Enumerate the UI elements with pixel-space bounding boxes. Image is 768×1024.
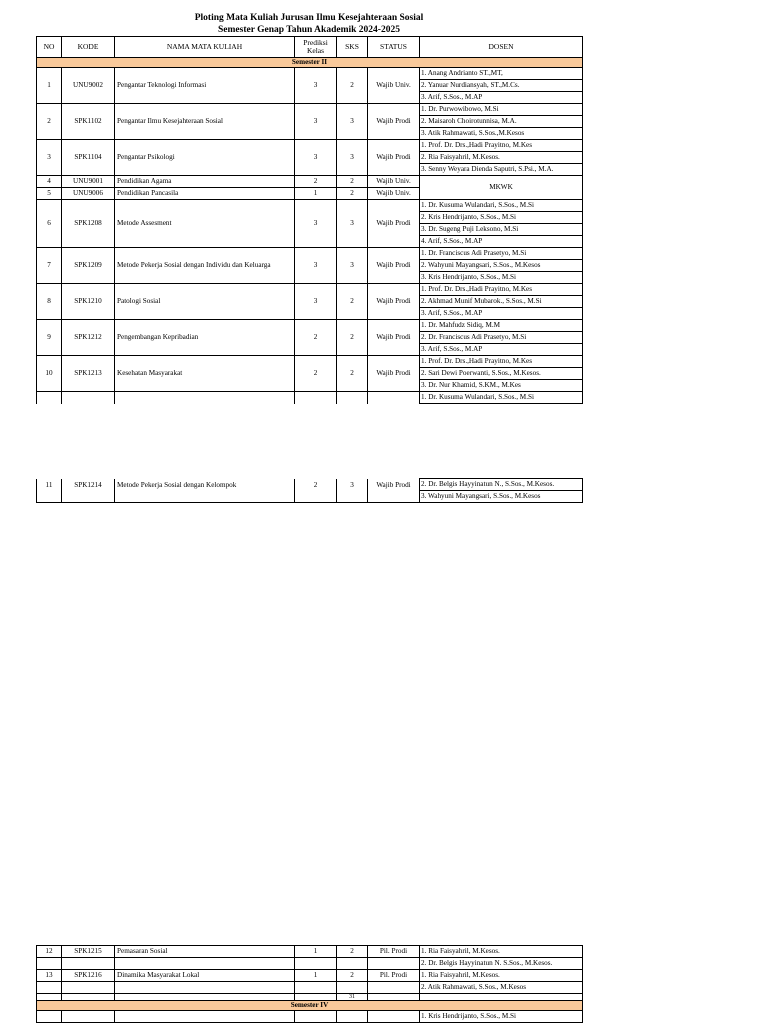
header-dosen: DOSEN — [420, 37, 583, 58]
course-sks: 2 — [337, 176, 368, 188]
header-row — [37, 37, 583, 58]
table-row — [37, 200, 583, 212]
table-row — [37, 140, 583, 152]
header-prediksi: Prediksi Kelas — [295, 37, 337, 58]
course-kode: SPK1212 — [62, 320, 115, 356]
course-prediksi: 1 — [295, 970, 337, 982]
table-row — [37, 946, 583, 958]
course-nama: Pendidikan Pancasila — [115, 188, 295, 200]
course-sks: 2 — [337, 320, 368, 356]
course-no: 7 — [37, 248, 62, 284]
course-status: Wajib Univ. — [368, 176, 420, 188]
course-sks: 2 — [337, 970, 368, 982]
course-status: Pil. Prodi — [368, 946, 420, 958]
course-nama: Kesehatan Masyarakat — [115, 356, 295, 392]
course-prediksi: 3 — [295, 248, 337, 284]
course-nama: Metode Pekerja Sosial dengan Kelompok — [115, 479, 295, 503]
course-prediksi: 3 — [295, 104, 337, 140]
total-row — [37, 994, 583, 1001]
course-nama: Pengantar Psikologi — [115, 140, 295, 176]
course-dosen: 1. Dr. Kusuma Wulandari, S.Sos., M.Si — [420, 200, 583, 212]
course-nama: Dinamika Masyarakat Lokal — [115, 970, 295, 982]
table-row — [37, 479, 583, 491]
course-kode: SPK1210 — [62, 284, 115, 320]
course-dosen: 1. Dr. Purwowibowo, M.Si — [420, 104, 583, 116]
course-table-block-1 — [36, 36, 583, 404]
course-kode: UNU9002 — [62, 68, 115, 104]
course-kode: UNU9006 — [62, 188, 115, 200]
course-status: Wajib Prodi — [368, 320, 420, 356]
table-row — [37, 320, 583, 332]
course-prediksi: 2 — [295, 320, 337, 356]
course-prediksi: 2 — [295, 479, 337, 503]
course-sks: 2 — [337, 68, 368, 104]
course-nama: Patologi Sosial — [115, 284, 295, 320]
course-no: 5 — [37, 188, 62, 200]
course-sks: 2 — [337, 284, 368, 320]
course-prediksi: 1 — [295, 946, 337, 958]
course-prediksi: 3 — [295, 140, 337, 176]
course-status: Wajib Univ. — [368, 68, 420, 104]
course-status: Wajib Prodi — [368, 284, 420, 320]
course-dosen: 1. Ria Faisyahril, M.Kesos. — [420, 970, 583, 982]
course-kode: SPK1216 — [62, 970, 115, 982]
course-nama: Metode Assesment — [115, 200, 295, 248]
course-no: 11 — [37, 479, 62, 503]
course-dosen: 3. Wahyuni Mayangsari, S.Sos., M.Kesos — [420, 491, 583, 503]
semester-ii-row — [37, 58, 583, 68]
course-dosen: 1. Prof. Dr. Drs.,Hadi Prayitno, M.Kes — [420, 284, 583, 296]
course-dosen: 2. Dr. Franciscus Adi Prasetyo, M.Si — [420, 332, 583, 344]
course-dosen: 3. Dr. Sugeng Puji Leksono, M.Si — [420, 224, 583, 236]
course-sks: 3 — [337, 248, 368, 284]
table-row — [37, 104, 583, 116]
course-status: Wajib Prodi — [368, 356, 420, 392]
course-status: Wajib Prodi — [368, 248, 420, 284]
course-dosen: 2. Wahyuni Mayangsari, S.Sos., M.Kesos — [420, 260, 583, 272]
course-status: Wajib Prodi — [368, 140, 420, 176]
course-no: 6 — [37, 200, 62, 248]
course-status: Wajib Prodi — [368, 104, 420, 140]
course-dosen: 3. Arif, S.Sos., M.AP — [420, 92, 583, 104]
table-row — [37, 392, 583, 404]
course-nama: Pendidikan Agama — [115, 176, 295, 188]
course-nama: Pemasaran Sosial — [115, 946, 295, 958]
course-kode: SPK1213 — [62, 356, 115, 392]
course-no: 13 — [37, 970, 62, 982]
course-dosen: 1. Anang Andrianto ST.,MT, — [420, 68, 583, 80]
table-row — [37, 248, 583, 260]
course-dosen: 1. Kris Hendrijanto, S.Sos., M.Si — [420, 1011, 583, 1023]
mkwk-cell: MKWK — [420, 176, 583, 200]
course-no: 8 — [37, 284, 62, 320]
course-table-block-3 — [36, 945, 583, 1023]
semester-iv-row — [37, 1001, 583, 1011]
course-dosen: 3. Kris Hendrijanto, S.Sos., M.Si — [420, 272, 583, 284]
course-dosen: 1. Dr. Mahfudz Sidiq, M.M — [420, 320, 583, 332]
course-kode: SPK1215 — [62, 946, 115, 958]
table-row — [37, 284, 583, 296]
course-kode: SPK1104 — [62, 140, 115, 176]
course-prediksi: 2 — [295, 356, 337, 392]
course-dosen: 2. Maisaroh Choirotunnisa, M.A. — [420, 116, 583, 128]
course-dosen: 2. Akhmad Munif Mubarok., S.Sos., M.Si — [420, 296, 583, 308]
table-row — [37, 1011, 583, 1023]
course-no: 1 — [37, 68, 62, 104]
course-table-block-2 — [36, 478, 583, 503]
course-no: 12 — [37, 946, 62, 958]
course-dosen: 2. Sari Dewi Poerwanti, S.Sos., M.Kesos. — [420, 368, 583, 380]
total-sks: 31 — [337, 994, 368, 1001]
course-no: 3 — [37, 140, 62, 176]
course-dosen: 1. Dr. Franciscus Adi Prasetyo, M.Si — [420, 248, 583, 260]
course-status: Pil. Prodi — [368, 970, 420, 982]
course-kode: SPK1209 — [62, 248, 115, 284]
course-no: 4 — [37, 176, 62, 188]
course-prediksi: 3 — [295, 200, 337, 248]
course-dosen: 3. Dr. Nur Khamid, S.KM., M.Kes — [420, 380, 583, 392]
course-dosen: 2. Dr. Belgis Hayyinatun N. S.Sos., M.Kesos. — [420, 958, 583, 970]
document-subtitle: Semester Genap Tahun Akademik 2024-2025 — [218, 25, 400, 35]
course-sks: 3 — [337, 200, 368, 248]
course-dosen: 2. Kris Hendrijanto, S.Sos., M.Si — [420, 212, 583, 224]
course-sks: 2 — [337, 188, 368, 200]
course-dosen: 2. Dr. Belgis Hayyinatun N., S.Sos., M.Kesos. — [420, 479, 583, 491]
course-nama: Pengembangan Kepribadian — [115, 320, 295, 356]
course-sks: 3 — [337, 479, 368, 503]
document-title: Ploting Mata Kuliah Jurusan Ilmu Kesejahteraan Sosial — [194, 13, 424, 23]
header-nama: NAMA MATA KULIAH — [115, 37, 295, 58]
course-dosen: 4. Arif, S.Sos., M.AP — [420, 236, 583, 248]
table-row — [37, 68, 583, 80]
semester-ii-label: Semester II — [37, 58, 583, 68]
course-sks: 2 — [337, 946, 368, 958]
course-kode: UNU9001 — [62, 176, 115, 188]
course-status: Wajib Prodi — [368, 200, 420, 248]
header-kode: KODE — [62, 37, 115, 58]
course-nama: Metode Pekerja Sosial dengan Individu dan Keluarga — [115, 248, 295, 284]
course-sks: 3 — [337, 104, 368, 140]
course-dosen: 1. Ria Faisyahril, M.Kesos. — [420, 946, 583, 958]
header-sks: SKS — [337, 37, 368, 58]
header-status: STATUS — [368, 37, 420, 58]
course-nama: Pengantar Ilmu Kesejahteraan Sosial — [115, 104, 295, 140]
course-dosen: 1. Prof. Dr. Drs.,Hadi Prayitno, M.Kes — [420, 356, 583, 368]
course-dosen: 3. Arif, S.Sos., M.AP — [420, 308, 583, 320]
table-row — [37, 970, 583, 982]
course-status: Wajib Prodi — [368, 479, 420, 503]
course-prediksi: 1 — [295, 188, 337, 200]
semester-iv-label: Semester IV — [37, 1001, 583, 1011]
course-dosen: 1. Dr. Kusuma Wulandari, S.Sos., M.Si — [420, 392, 583, 404]
course-kode: SPK1214 — [62, 479, 115, 503]
course-dosen: 2. Yanuar Nurdiansyah, ST.,M.Cs. — [420, 80, 583, 92]
course-kode: SPK1102 — [62, 104, 115, 140]
course-dosen: 2. Ria Faisyahril, M.Kesos. — [420, 152, 583, 164]
course-prediksi: 3 — [295, 68, 337, 104]
course-no: 2 — [37, 104, 62, 140]
table-row — [37, 356, 583, 368]
course-no: 10 — [37, 356, 62, 392]
course-dosen: 2. Atik Rahmawati, S.Sos., M.Kesos — [420, 982, 583, 994]
course-dosen: 3. Arif, S.Sos., M.AP — [420, 344, 583, 356]
course-no: 9 — [37, 320, 62, 356]
course-dosen: 1. Prof. Dr. Drs.,Hadi Prayitno, M.Kes — [420, 140, 583, 152]
course-kode: SPK1208 — [62, 200, 115, 248]
course-prediksi: 2 — [295, 176, 337, 188]
course-sks: 3 — [337, 140, 368, 176]
table-row — [37, 176, 583, 188]
header-no: NO — [37, 37, 62, 58]
course-nama: Pengantar Teknologi Informasi — [115, 68, 295, 104]
course-prediksi: 3 — [295, 284, 337, 320]
course-sks: 2 — [337, 356, 368, 392]
course-dosen: 3. Senny Weyara Dienda Saputri, S.Psi., M.A. — [420, 164, 583, 176]
course-status: Wajib Univ. — [368, 188, 420, 200]
course-dosen: 3. Atik Rahmawati, S.Sos.,M.Kesos — [420, 128, 583, 140]
